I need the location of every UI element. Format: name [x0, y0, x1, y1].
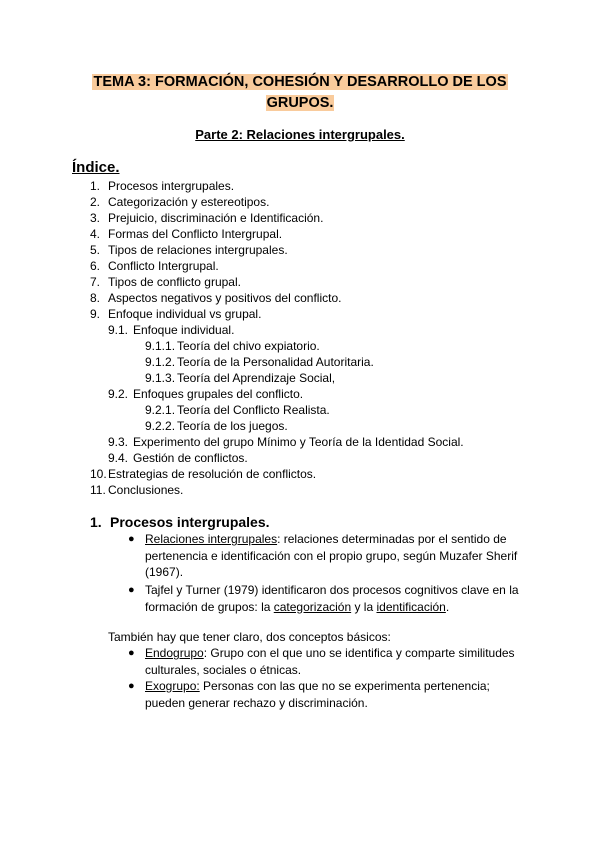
toc-item[interactable]: 9.1.3. Teoría del Aprendizaje Social,: [145, 371, 336, 385]
document-title-line2: GRUPOS.: [266, 95, 334, 111]
toc-item[interactable]: 9.2. Enfoques grupales del conflicto.: [108, 387, 304, 401]
toc-item[interactable]: 10.Estrategias de resolución de conflictos.: [90, 467, 317, 481]
bullet-icon: ●: [128, 533, 135, 545]
bullet-paragraph: Relaciones intergrupales: relaciones determinadas por el sentido de pertenencia e identificación con el propio grupo, según Muzafer Sherif (1967).: [145, 532, 518, 579]
toc-item[interactable]: 9.3. Experimento del grupo Mínimo y Teoría de la Identidad Social.: [108, 435, 464, 449]
toc-item[interactable]: 9. Enfoque individual vs grupal.: [90, 307, 262, 321]
toc-item[interactable]: 9.2.1. Teoría del Conflicto Realista.: [145, 403, 330, 417]
toc-item[interactable]: 5. Tipos de relaciones intergrupales.: [90, 243, 288, 257]
document-subtitle: Parte 2: Relaciones intergrupales.: [195, 127, 405, 142]
toc-item[interactable]: 3. Prejuicio, discriminación e Identificación.: [90, 211, 324, 225]
toc-item[interactable]: 1. Procesos intergrupales.: [90, 179, 235, 193]
bullet-paragraph: Tajfel y Turner (1979) identificaron dos procesos cognitivos clave en la formación de grupos: la categorización y la identificación.: [145, 583, 519, 614]
toc-item[interactable]: 6. Conflicto Intergrupal.: [90, 259, 219, 273]
bullet-paragraph: Endogrupo: Grupo con el que uno se identifica y comparte similitudes culturales, sociales o étnicas.: [145, 646, 515, 677]
bullet-icon: ●: [128, 680, 135, 692]
toc-item[interactable]: 9.4. Gestión de conflictos.: [108, 451, 248, 465]
toc-item[interactable]: 7. Tipos de conflicto grupal.: [90, 275, 241, 289]
toc-item[interactable]: 9.1.2. Teoría de la Personalidad Autoritaria.: [145, 355, 374, 369]
index-heading: Índice.: [72, 159, 120, 176]
toc-item[interactable]: 8. Aspectos negativos y positivos del conflicto.: [90, 291, 342, 305]
document-title-line1: TEMA 3: FORMACIÓN, COHESIÓN Y DESARROLLO DE LOS: [93, 74, 507, 90]
bullet-icon: ●: [128, 584, 135, 596]
toc-item[interactable]: 9.1. Enfoque individual.: [108, 323, 235, 337]
toc-item[interactable]: 11. Conclusiones.: [90, 483, 184, 497]
paragraph: También hay que tener claro, dos conceptos básicos:: [108, 630, 391, 644]
toc-item[interactable]: 4. Formas del Conflicto Intergrupal.: [90, 227, 283, 241]
section-heading: 1. Procesos intergrupales.: [90, 514, 270, 530]
toc-item[interactable]: 2. Categorización y estereotipos.: [90, 195, 270, 209]
bullet-paragraph: Exogrupo: Personas con las que no se experimenta pertenencia; pueden generar rechazo y discriminación.: [145, 679, 490, 710]
toc-item[interactable]: 9.2.2. Teoría de los juegos.: [145, 419, 288, 433]
toc-item[interactable]: 9.1.1. Teoría del chivo expiatorio.: [145, 339, 320, 353]
bullet-icon: ●: [128, 647, 135, 659]
